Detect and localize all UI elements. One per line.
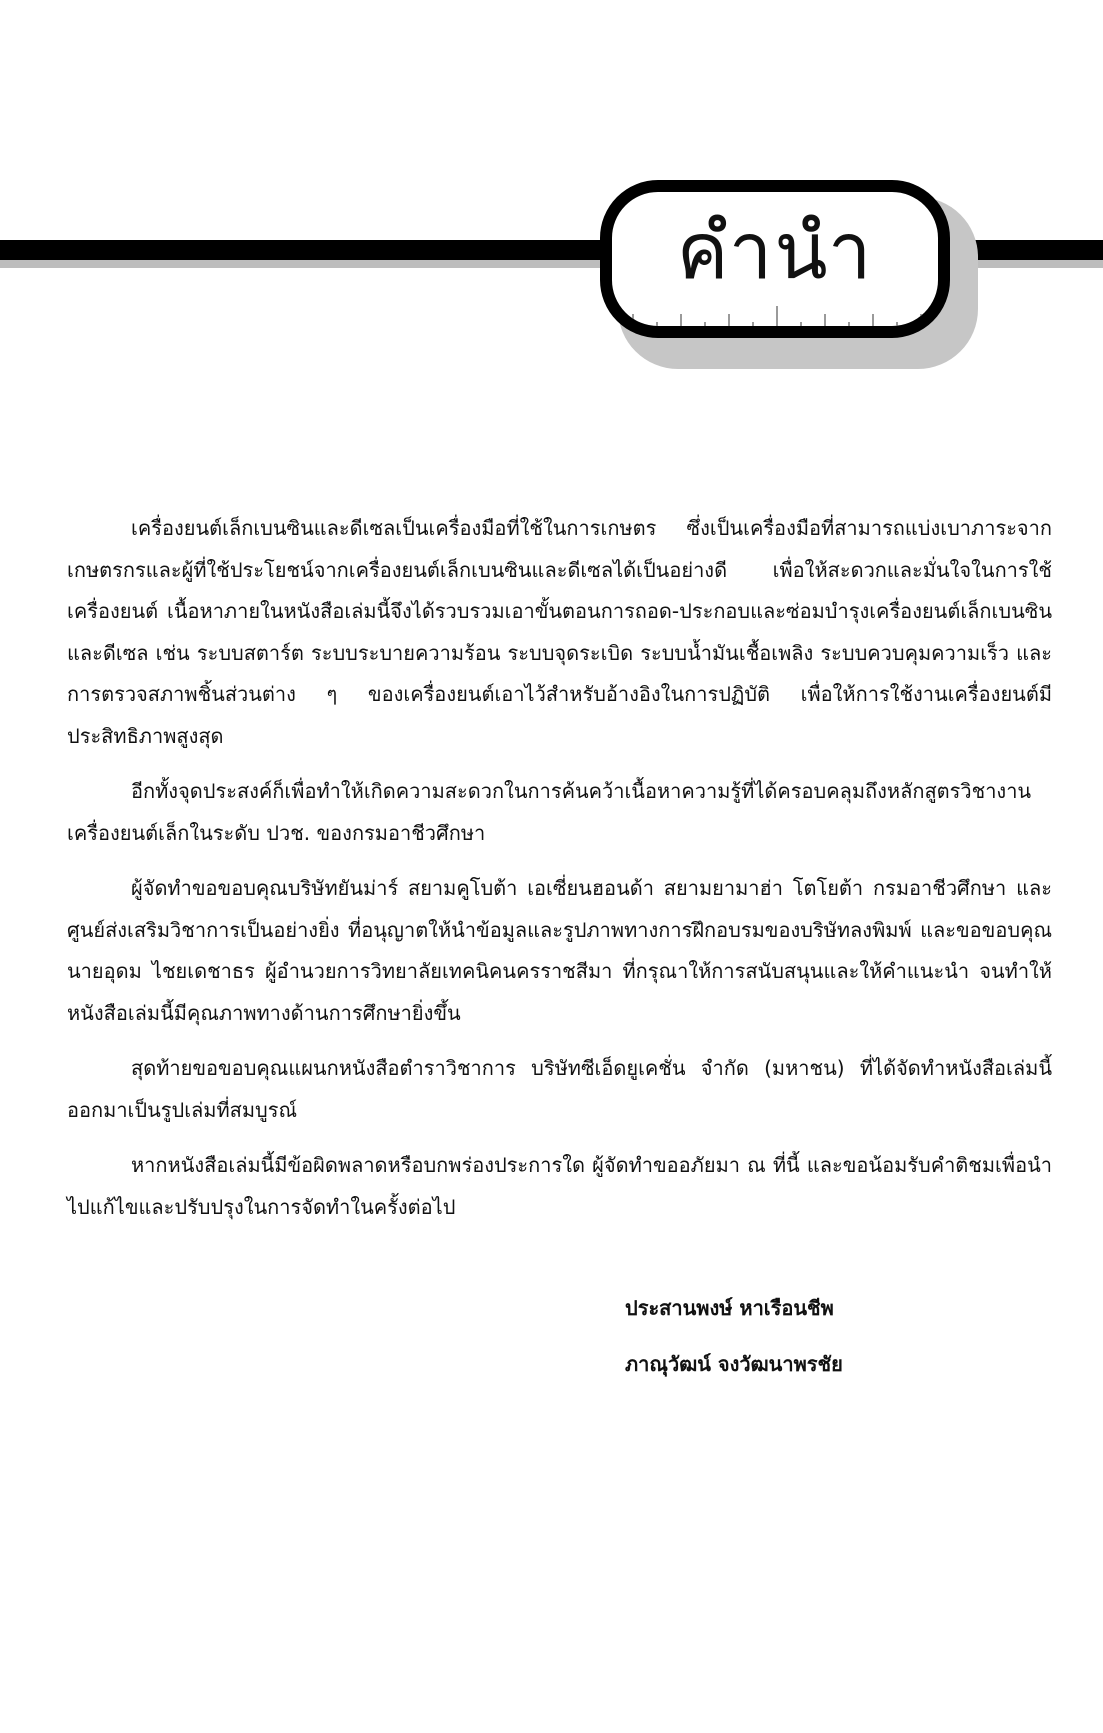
author-name: ประสานพงษ์ หาเรือนชีพ — [625, 1296, 834, 1320]
signature-block — [625, 1280, 985, 1392]
paragraph: สุดท้ายขอขอบคุณแผนกหนังสือตำราวิชาการ บริษัทซีเอ็ดยูเคชั่น จำกัด (มหาชน) ที่ได้จัดทำหนังสือเล่มนี้ออกมาเป็นรูปเล่มที่สมบูรณ์ — [67, 1056, 1052, 1122]
ruler-ticks — [626, 302, 926, 332]
author-name: ภาณุวัฒน์ จงวัฒนาพรชัย — [625, 1352, 843, 1376]
paragraph: เครื่องยนต์เล็กเบนซินและดีเซลเป็นเครื่องมือที่ใช้ในการเกษตร ซึ่งเป็นเครื่องมือที่สามารถแบ่งเบาภาระจากเกษตรกรและผู้ที่ใช้ประโยชน์จากเครื่องยนต์เล็กเบนซินและดีเซลได้เป็นอย่างดี เพื่อให้สะดวกและมั่นใจในการใช้เครื่องยนต์ เนื้อหาภายในหนังสือเล่มนี้จึงได้รวบรวมเอาขั้นตอนการถอด-ประกอบและซ่อมบำรุงเครื่องยนต์เล็กเบนซินและดีเซล เช่น ระบบสตาร์ต ระบบระบายความร้อน ระบบจุดระเบิด ระบบน้ำมันเชื้อเพลิง ระบบควบคุมความเร็ว และการตรวจสภาพชิ้นส่วนต่าง ๆ ของเครื่องยนต์เอาไว้สำหรับอ้างอิงในการปฏิบัติ เพื่อให้การใช้งานเครื่องยนต์มีประสิทธิภาพสูงสุด — [67, 516, 1052, 748]
paragraph: อีกทั้งจุดประสงค์ก็เพื่อทำให้เกิดความสะดวกในการค้นคว้าเนื้อหาความรู้ที่ได้ครอบคลุมถึงหลักสูตรวิชางานเครื่องยนต์เล็กในระดับ ปวช. ของกรมอาชีวศึกษา — [67, 779, 1032, 845]
preface-body — [67, 508, 1052, 1242]
paragraph: ผู้จัดทำขอขอบคุณบริษัทยันม่าร์ สยามคูโบต้า เอเซี่ยนฮอนด้า สยามยามาฮ่า โตโยต้า กรมอาชีวศึกษา และศูนย์ส่งเสริมวิชาการเป็นอย่างยิ่ง ที่อนุญาตให้นำข้อมูลและรูปภาพทางการฝึกอบรมของบริษัทลงพิมพ์ และขอขอบคุณนายอุดม ไชยเดชาธร ผู้อำนวยการวิทยาลัยเทคนิคนครราชสีมา ที่กรุณาให้การสนับสนุนและให้คำแนะนำ จนทำให้หนังสือเล่มนี้มีคุณภาพทางด้านการศึกษายิ่งขึ้น — [67, 876, 1052, 1025]
page-title: คำนำ — [676, 207, 874, 297]
title-box — [600, 180, 950, 338]
paragraph: หากหนังสือเล่มนี้มีข้อผิดพลาดหรือบกพร่องประการใด ผู้จัดทำขออภัยมา ณ ที่นี้ และขอน้อมรับคำติชมเพื่อนำไปแก้ไขและปรับปรุงในการจัดทำในครั้งต่อไป — [67, 1153, 1052, 1219]
